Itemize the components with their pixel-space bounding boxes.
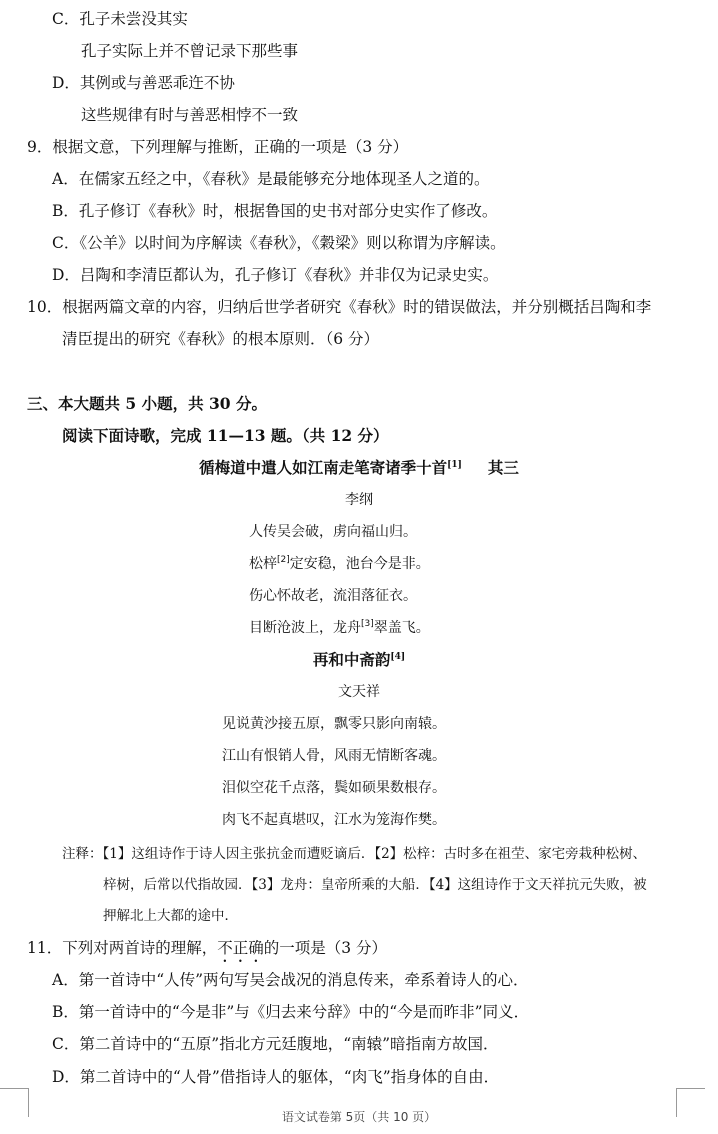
q11-option-d: D．第二首诗中的“人骨”借指诗人的躯体，“肉飞”指身体的自由． — [52, 1068, 500, 1086]
poem1-line: 松梓[2]定安稳，池台今是非。 — [249, 555, 430, 572]
q9-option-b: B．孔子修订《春秋》时，根据鲁国的史书对部分史实作了修改。 — [52, 202, 498, 220]
q11-option-c: C．第二首诗中的“五原”指北方元廷腹地，“南辕”暗指南方故国． — [52, 1035, 499, 1053]
q8-option-d: D．其例或与善恶乖迕不协 — [52, 74, 235, 92]
q9-option-c: C．《公羊》以时间为序解读《春秋》，《穀梁》则以称谓为序解读。 — [52, 234, 506, 252]
q11-option-b: B．第一首诗中的“今是非”与《归去来兮辞》中的“今是而昨非”同义． — [52, 1003, 530, 1021]
emphasized-negation: 不正确 — [217, 939, 264, 957]
q8-option-c-explanation: 孔子实际上并不曾记录下那些事 — [81, 42, 299, 60]
notes-line1: 注释：【1】这组诗作于诗人因主张抗金而遭贬谪后．【2】松梓：古时多在祖茔、家宅旁栽种松树、 — [62, 846, 647, 862]
q11-option-a: A．第一首诗中“人传”两句写吴会战况的消息传来，牵系着诗人的心． — [52, 971, 529, 989]
q9-option-a: A．在儒家五经之中，《春秋》是最能够充分地体现圣人之道的。 — [52, 170, 490, 188]
poem1-line: 伤心怀故老，流泪落征衣。 — [249, 588, 417, 604]
poem1-title-text: 循梅道中遣人如江南走笔寄诸季十首 — [199, 458, 448, 477]
section3-instruction: 阅读下面诗歌，完成 11—13 题。（共 12 分） — [62, 426, 389, 445]
q11-stem: 11．下列对两首诗的理解，不正确的一项是（3 分） — [27, 939, 388, 957]
q10-stem-line1: 10．根据两篇文章的内容，归纳后世学者研究《春秋》时的错误做法，并分别概括吕陶和李 — [27, 298, 652, 316]
page-footer: 语文试卷第 5页（共 10 页） — [281, 1110, 437, 1124]
notes-line3: 押解北上大都的途中． — [103, 908, 238, 924]
poem1-title — [0, 457, 718, 479]
q8-option-d-explanation: 这些规律有时与善恶相悖不一致 — [81, 106, 299, 124]
notes-line2: 梓树，后常以代指故园．【3】龙舟：皇帝所乘的大船．【4】这组诗作于文天祥抗元失败，被 — [103, 877, 647, 893]
poem2-line: 见说黄沙接五原，飘零只影向南辕。 — [222, 716, 446, 732]
poem1-title-suffix: 其三 — [487, 458, 519, 477]
poem1-title-note: [1] — [447, 460, 462, 470]
section3-heading: 三、本大题共 5 小题，共 30 分。 — [27, 394, 267, 413]
note-marker: [2] — [277, 555, 290, 565]
q9-stem: 9．根据文意，下列理解与推断，正确的一项是（3 分） — [27, 138, 409, 156]
poem1-author: 李纲 — [345, 492, 373, 508]
poem2-line: 泪似空花千点落，鬓如硕果数根存。 — [222, 780, 446, 796]
poem2-line: 江山有恨销人骨，风雨无情断客魂。 — [222, 748, 446, 764]
q10-stem-line2: 清臣提出的研究《春秋》的根本原则．（6 分） — [62, 330, 380, 348]
poem1-line: 人传吴会破，虏向福山归。 — [249, 524, 417, 540]
q9-option-d: D．吕陶和李清臣都认为，孔子修订《春秋》并非仅为记录史实。 — [52, 266, 499, 284]
poem2-title-text: 再和中斋韵 — [312, 650, 391, 669]
poem1-line: 目断沧波上，龙舟[3]翠盖飞。 — [249, 619, 430, 636]
q8-option-c: C．孔子未尝没其实 — [52, 10, 188, 28]
poem2-title-note: [4] — [390, 652, 406, 662]
poem2-author: 文天祥 — [338, 684, 380, 700]
poem2-title — [0, 649, 718, 671]
note-marker: [3] — [361, 619, 374, 629]
poem2-line: 肉飞不起真堪叹，江水为笼海作樊。 — [222, 812, 446, 828]
